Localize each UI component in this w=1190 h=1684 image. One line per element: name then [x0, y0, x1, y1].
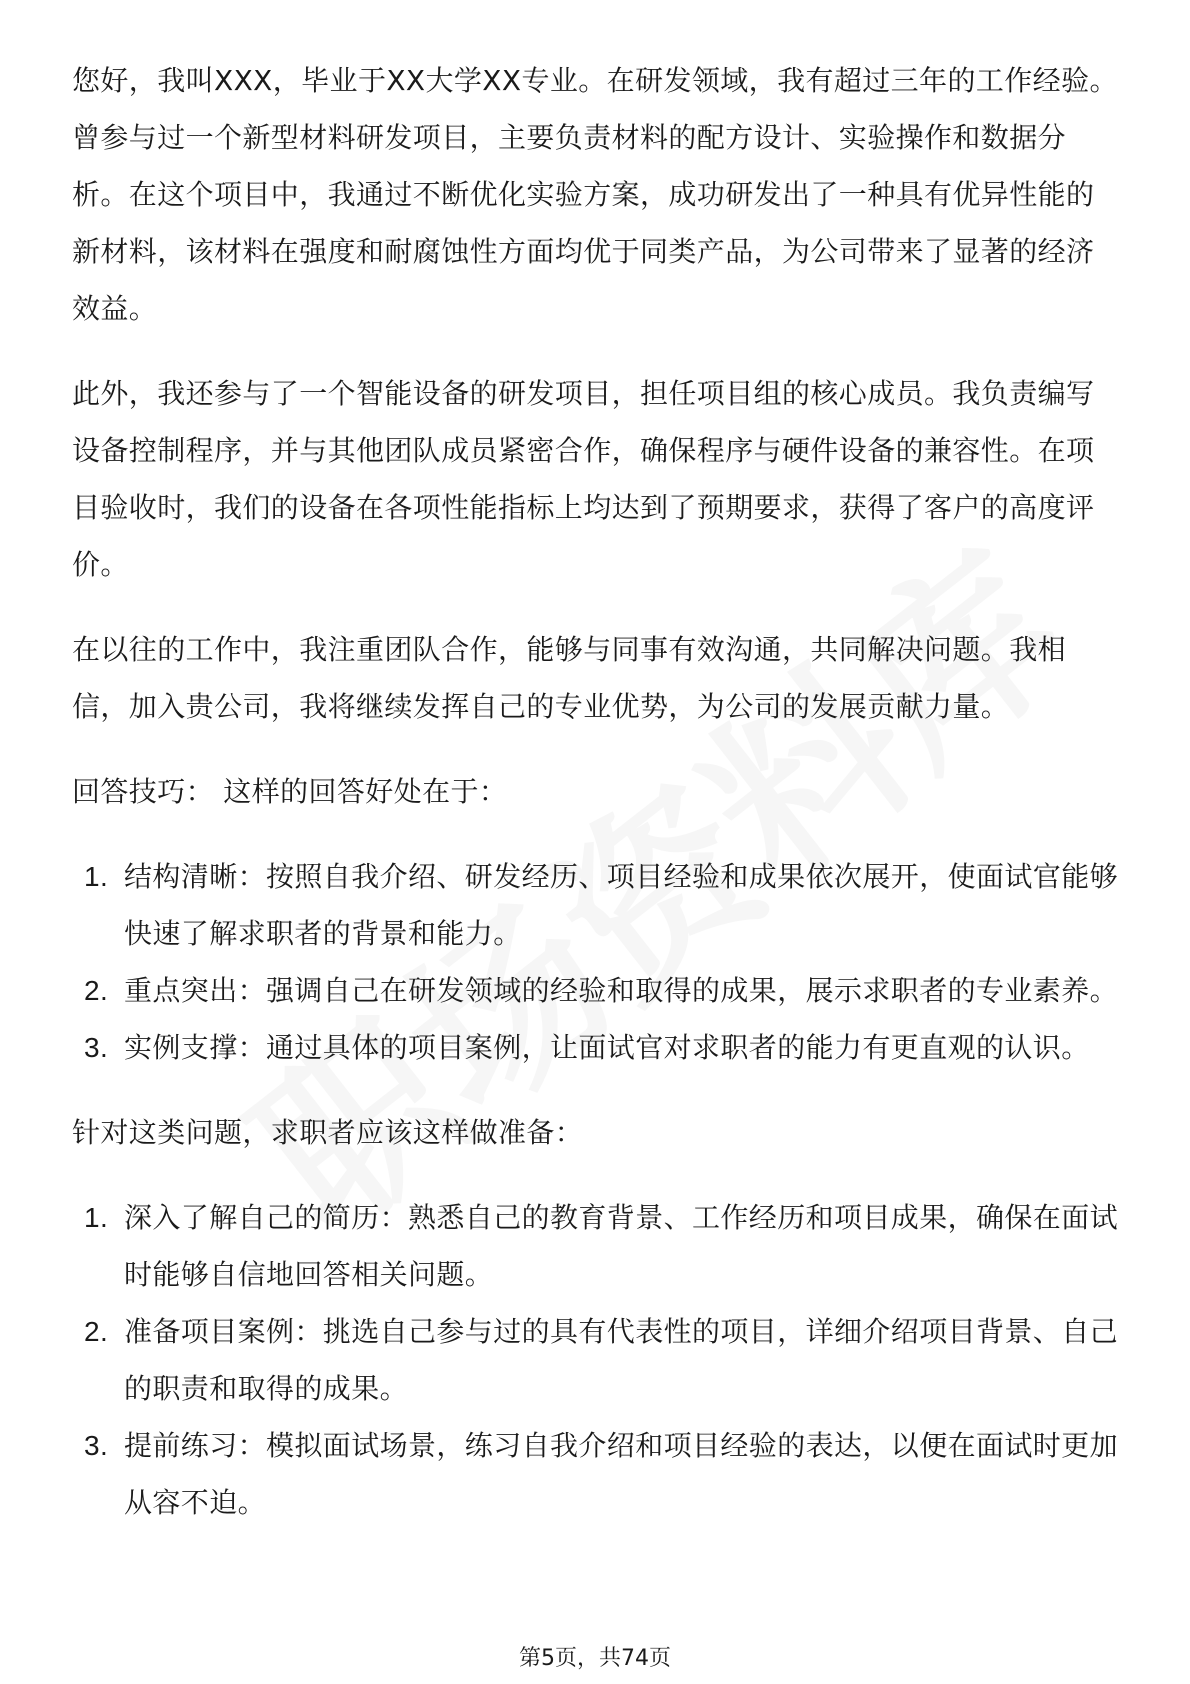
list-number: 1. — [84, 1202, 109, 1233]
list-number: 2. — [84, 1316, 109, 1347]
list-number: 3. — [84, 1430, 109, 1461]
list-item — [72, 1189, 1122, 1303]
list-item-text: 深入了解自己的简历：熟悉自己的教育背景、工作经历和项目成果，确保在面试时能够自信地回答相关问题。 — [124, 1201, 1119, 1291]
list-item-text: 准备项目案例：挑选自己参与过的具有代表性的项目，详细介绍项目背景、自己的职责和取得的成果。 — [124, 1315, 1119, 1405]
list-item-text: 实例支撑：通过具体的项目案例，让面试官对求职者的能力有更直观的认识。 — [124, 1031, 1090, 1064]
list-item — [72, 962, 1122, 1019]
tips-heading: 回答技巧： 这样的回答好处在于： — [72, 775, 508, 808]
intro-paragraph-1: 您好，我叫XXX，毕业于XX大学XX专业。在研发领域，我有超过三年的工作经验。曾参与过一个新型材料研发项目，主要负责材料的配方设计、实验操作和数据分析。在这个项目中，我通过不断优化实验方案，成功研发出了一种具有优异性能的新材料，该材料在强度和耐腐蚀性方面均优于同类产品，为公司带来了显著的经济效益。 — [72, 64, 1118, 325]
list-item — [72, 1303, 1122, 1417]
list-number: 1. — [84, 861, 109, 892]
intro-paragraph-3: 在以往的工作中，我注重团队合作，能够与同事有效沟通，共同解决问题。我相信，加入贵公司，我将继续发挥自己的专业优势，为公司的发展贡献力量。 — [72, 633, 1067, 723]
list-item-text: 结构清晰：按照自我介绍、研发经历、项目经验和成果依次展开，使面试官能够快速了解求职者的背景和能力。 — [124, 860, 1119, 950]
list-item — [72, 848, 1122, 962]
prep-list — [72, 1189, 1122, 1531]
list-item — [72, 1417, 1122, 1531]
page-number-footer: 第5页，共74页 — [519, 1646, 671, 1671]
prep-heading: 针对这类问题，求职者应该这样做准备： — [72, 1116, 584, 1149]
intro-paragraph-2: 此外，我还参与了一个智能设备的研发项目，担任项目组的核心成员。我负责编写设备控制程序，并与其他团队成员紧密合作，确保程序与硬件设备的兼容性。在项目验收时，我们的设备在各项性能指标上均达到了预期要求，获得了客户的高度评价。 — [72, 377, 1095, 581]
list-number: 2. — [84, 975, 109, 1006]
list-number: 3. — [84, 1032, 109, 1063]
list-item — [72, 1019, 1122, 1076]
document-page — [72, 52, 1122, 1559]
list-item-text: 提前练习：模拟面试场景，练习自我介绍和项目经验的表达，以便在面试时更加从容不迫。 — [124, 1429, 1119, 1519]
tips-list — [72, 848, 1122, 1076]
list-item-text: 重点突出：强调自己在研发领域的经验和取得的成果，展示求职者的专业素养。 — [124, 974, 1119, 1007]
